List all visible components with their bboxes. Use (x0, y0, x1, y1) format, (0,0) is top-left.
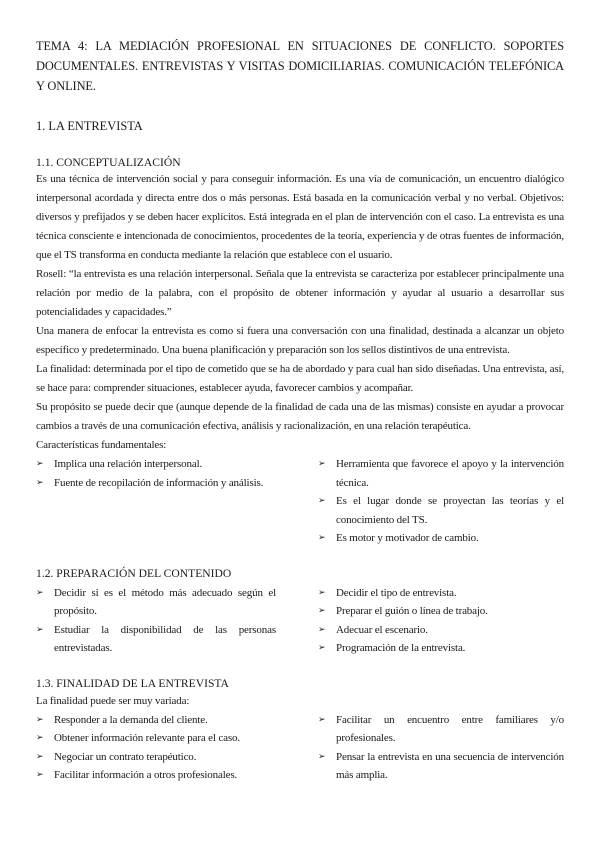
bullet-text: Fuente de recopilación de información y análisis. (54, 476, 264, 489)
arrow-bullet-icon: ➢ (318, 533, 326, 543)
paragraph: Características fundamentales: (36, 439, 167, 451)
arrow-bullet-icon: ➢ (36, 770, 44, 780)
bullet-item (36, 711, 276, 730)
bullet-item (318, 639, 564, 658)
paragraph: Es una técnica de intervención social y para conseguir información. Es una vía de comunicación, un encuentro dialógico interpersonal acordada y directa entre dos o más personas. Está basada en la comunicación verbal y no verbal. Objetivos: diversos y prefijados y se deben hacer explícitos. Está integrada en el plan de intervención con el caso. La entrevista es una técnica consciente e intencionada de conocimientos, procedentes de la teoría, experiencia y de otras fuentes de información, que el TS transforma en conducta mediante la relación que establece con el usuario. (36, 173, 564, 261)
subsection-heading-finalidad: 1.3. FINALIDAD DE LA ENTREVISTA (36, 676, 229, 690)
arrow-bullet-icon: ➢ (36, 587, 44, 598)
bullet-text: Preparar el guión o línea de trabajo. (336, 605, 488, 617)
bullet-text: Pensar la entrevista en una secuencia de intervención más amplia. (336, 750, 564, 781)
bullet-list-left (36, 455, 276, 548)
bullet-item (36, 748, 276, 767)
bullet-text: Facilitar un encuentro entre familiares y/o profesionales. (336, 713, 564, 744)
arrow-bullet-icon: ➢ (318, 643, 326, 653)
section-finalidad (36, 676, 564, 785)
paragraph: Una manera de enfocar la entrevista es como si fuera una conversación con una finalidad, destinada a alcanzar un objeto específico y predeterminado. Una buena planificación y preparación son los sellos distintivos de una entrevista. (36, 325, 564, 356)
bullet-text: Negociar un contrato terapéutico. (54, 750, 197, 763)
paragraph: La finalidad puede ser muy variada: (36, 694, 190, 707)
arrow-bullet-icon: ➢ (318, 459, 326, 469)
paragraph: Rosell: “la entrevista es una relación interpersonal. Señala que la entrevista se caracteriza por establecer principalmente una relación por medio de la palabra, con el propósito de obtener información y ayudar al usuario a desarrollar sus potencialidades y capacidades.” (36, 268, 564, 318)
bullet-text: Adecuar el escenario. (336, 623, 428, 636)
bullet-item (318, 711, 564, 748)
arrow-bullet-icon: ➢ (318, 606, 326, 616)
arrow-bullet-icon: ➢ (318, 496, 326, 506)
section-preparacion (36, 566, 564, 658)
bullet-list-left (36, 711, 276, 785)
bullet-item (318, 621, 564, 640)
bullet-list-right (318, 455, 564, 548)
section-heading-entrevista: 1. LA ENTREVISTA (36, 119, 143, 133)
bullet-item (36, 621, 276, 658)
bullet-list-right (318, 711, 564, 785)
subsection-heading-preparacion: 1.2. PREPARACIÓN DEL CONTENIDO (36, 566, 232, 580)
arrow-bullet-icon: ➢ (36, 477, 44, 488)
bullet-item (36, 455, 276, 474)
bullet-text: Responder a la demanda del cliente. (54, 713, 208, 726)
bullet-item (318, 602, 564, 621)
arrow-bullet-icon: ➢ (318, 624, 326, 635)
arrow-bullet-icon: ➢ (36, 459, 44, 469)
bullet-item (318, 492, 564, 529)
bullet-columns (36, 711, 564, 785)
bullet-item (36, 766, 276, 785)
bullet-columns (36, 584, 564, 658)
arrow-bullet-icon: ➢ (36, 733, 44, 743)
subsection-heading-conceptualizacion: 1.1. CONCEPTUALIZACIÓN (36, 156, 181, 169)
bullet-item (36, 584, 276, 621)
arrow-bullet-icon: ➢ (36, 624, 44, 635)
section-conceptualizacion (36, 155, 564, 548)
bullet-text: Facilitar información a otros profesionales. (54, 769, 238, 781)
document-page (36, 36, 564, 785)
bullet-item (36, 729, 276, 748)
bullet-list-right (318, 584, 564, 658)
arrow-bullet-icon: ➢ (36, 751, 44, 762)
bullet-text: Decidir el tipo de entrevista. (336, 586, 457, 599)
bullet-text: Obtener información relevante para el caso. (54, 732, 240, 744)
paragraph: Su propósito se puede decir que (aunque depende de la finalidad de cada una de las mismas) consiste en ayudar a provocar cambios a través de una comunicación efectiva, análisis y racionalización, en una relación terapéutica. (36, 401, 564, 432)
arrow-bullet-icon: ➢ (36, 714, 44, 725)
bullet-text: Decidir si es el método más adecuado según el propósito. (54, 586, 276, 617)
bullet-item (36, 474, 276, 493)
bullet-item (318, 748, 564, 785)
arrow-bullet-icon: ➢ (318, 714, 326, 725)
bullet-item (318, 529, 564, 548)
bullet-columns (36, 455, 564, 548)
bullet-text: Es el lugar donde se proyectan las teorías y el conocimiento del TS. (336, 495, 564, 526)
bullet-text: Es motor y motivador de cambio. (336, 532, 479, 544)
paragraph: La finalidad: determinada por el tipo de cometido que se ha de abordado y para cual han sido diseñadas. Una entrevista, así, se hace para: comprender situaciones, establecer ayuda, favorecer cambios y acompañar. (36, 363, 564, 394)
arrow-bullet-icon: ➢ (318, 587, 326, 598)
bullet-text: Estudiar la disponibilidad de las personas entrevistadas. (54, 623, 276, 654)
bullet-list-left (36, 584, 276, 658)
bullet-text: Programación de la entrevista. (336, 642, 466, 654)
arrow-bullet-icon: ➢ (318, 751, 326, 762)
bullet-text: Herramienta que favorece el apoyo y la intervención técnica. (336, 458, 564, 489)
document-title: TEMA 4: LA MEDIACIÓN PROFESIONAL EN SITUACIONES DE CONFLICTO. SOPORTES DOCUMENTALES. ENTREVISTAS Y VISITAS DOMICILIARIAS. COMUNICACIÓN TELEFÓNICA Y ONLINE. (36, 39, 564, 93)
bullet-item (318, 584, 564, 603)
bullet-item (318, 455, 564, 492)
bullet-text: Implica una relación interpersonal. (54, 458, 203, 470)
